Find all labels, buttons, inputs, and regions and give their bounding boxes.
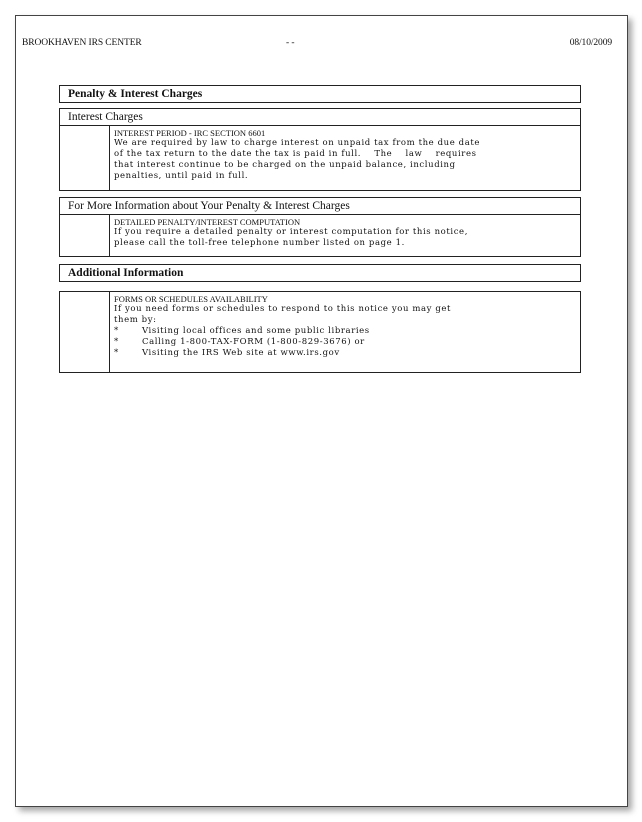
forms-availability-subtitle: FORMS OR SCHEDULES AVAILABILITY [114,294,268,304]
penalty-interest-heading: Penalty & Interest Charges [59,85,581,103]
forms-section [59,291,581,373]
section-margin-column [60,215,110,256]
forms-bullet-item: * Calling 1-800-TAX-FORM (1-800-829-3676) or [114,337,365,347]
more-info-content [114,217,574,249]
more-info-heading: For More Information about Your Penalty & Interest Charges [59,197,581,215]
interest-charges-heading: Interest Charges [59,108,581,126]
more-info-line: If you require a detailed penalty or interest computation for this notice, [114,227,468,237]
interest-line: of the tax return to the date the tax is paid in full. The law requires [114,149,477,159]
section-margin-column [60,292,110,372]
forms-bullet-item: * Visiting local offices and some public libraries [114,326,370,336]
forms-line: them by: [114,315,157,325]
interest-line: that interest continue to be charged on the unpaid balance, including [114,160,456,170]
more-info-section [59,214,581,257]
interest-period-subtitle: INTEREST PERIOD - IRC SECTION 6601 [114,128,266,138]
more-info-line: please call the toll-free telephone number listed on page 1. [114,238,405,248]
notice-date: 08/10/2009 [569,38,612,48]
interest-charges-content [114,128,574,182]
interest-line: We are required by law to charge interest on unpaid tax from the due date [114,138,481,148]
interest-line: penalties, until paid in full. [114,171,249,181]
additional-info-heading: Additional Information [59,264,581,282]
forms-content [114,294,574,359]
forms-bullet-item: * Visiting the IRS Web site at www.irs.gov [114,348,340,358]
forms-line: If you need forms or schedules to respond to this notice you may get [114,304,452,314]
header-middle: - - [286,38,295,48]
interest-charges-section [59,125,581,191]
section-margin-column [60,126,110,190]
irs-center-name: BROOKHAVEN IRS CENTER [22,38,142,48]
detailed-computation-subtitle: DETAILED PENALTY/INTEREST COMPUTATION [114,217,301,227]
